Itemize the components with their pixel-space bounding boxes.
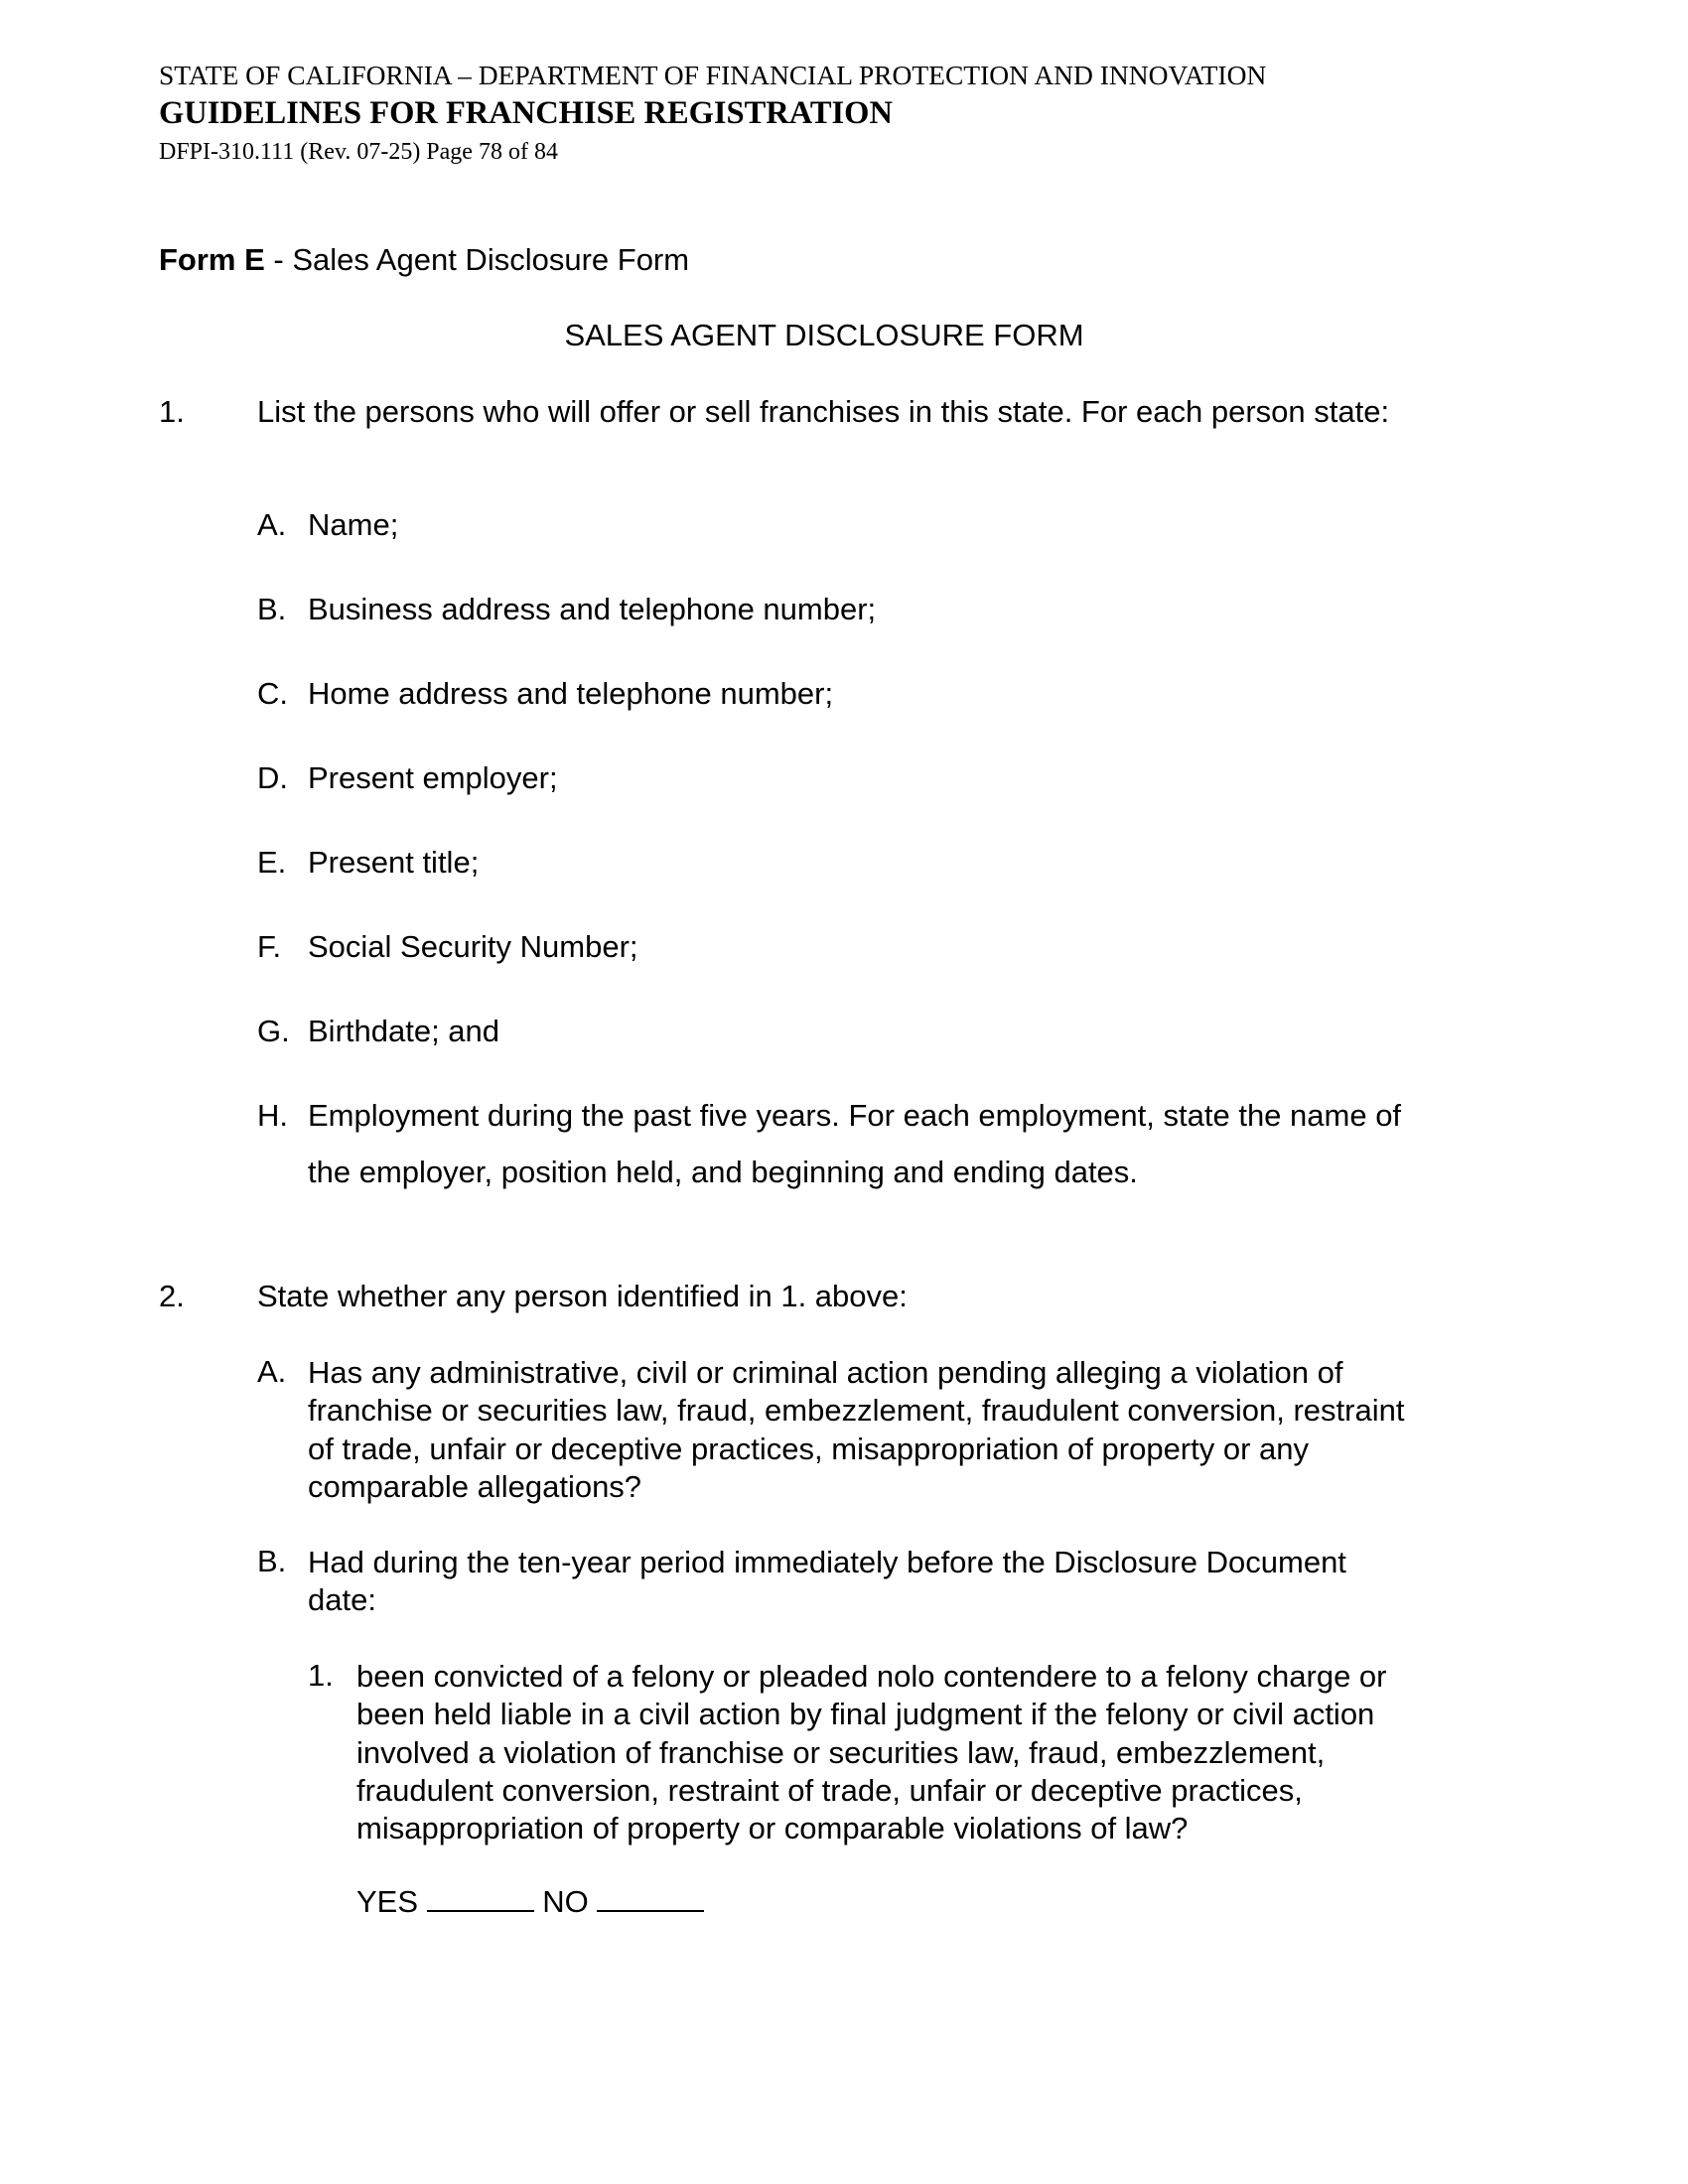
text-line: of trade, unfair or deceptive practices, misappropriation of property or any: [308, 1431, 1310, 1466]
item-label: A.: [257, 507, 287, 542]
text-line: involved a violation of franchise or securities law, fraud, embezzlement,: [356, 1734, 1326, 1770]
header-revision: DFPI-310.111 (Rev. 07-25) Page 78 of 84: [159, 139, 558, 165]
section-1-number: 1.: [159, 394, 185, 429]
item-label: D.: [257, 760, 288, 795]
text-line: misappropriation of property or comparable violations of law?: [356, 1811, 1189, 1846]
text-line: been held liable in a civil action by final judgment if the felony or civil action: [356, 1697, 1375, 1732]
no-label: NO: [542, 1884, 589, 1919]
item-text: Present title;: [308, 845, 480, 880]
item-text-line: the employer, position held, and beginning and ending dates.: [308, 1155, 1138, 1189]
item-label: F.: [257, 929, 282, 964]
item-label: B.: [257, 592, 287, 626]
item-label: E.: [257, 845, 287, 880]
page-title: SALES AGENT DISCLOSURE FORM: [564, 318, 1084, 352]
text-line: franchise or securities law, fraud, embezzlement, fraudulent conversion, restraint: [308, 1393, 1405, 1429]
section-1-text: List the persons who will offer or sell franchises in this state. For each person state:: [257, 394, 1390, 429]
form-label: Form E: [159, 242, 265, 277]
sub-item-1-text: [356, 1658, 1387, 1847]
item-a-text: [308, 1354, 1404, 1506]
yes-no-answer: [356, 1884, 704, 1920]
yes-label: YES: [356, 1884, 419, 1919]
section-2-text: State whether any person identified in 1. above:: [257, 1279, 908, 1313]
item-text: Social Security Number;: [308, 929, 638, 964]
text-line: Has any administrative, civil or criminal action pending alleging a violation of: [308, 1355, 1343, 1390]
header-agency: STATE OF CALIFORNIA – DEPARTMENT OF FINANCIAL PROTECTION AND INNOVATION: [159, 60, 1267, 90]
header-title: GUIDELINES FOR FRANCHISE REGISTRATION: [159, 95, 893, 131]
form-subtitle: Sales Agent Disclosure Form: [292, 242, 690, 277]
item-text: Birthdate; and: [308, 1014, 500, 1048]
form-heading: [159, 242, 689, 278]
item-label: B.: [257, 1544, 287, 1578]
text-line: Had during the ten-year period immediately before the Disclosure Document: [308, 1545, 1346, 1579]
text-line: fraudulent conversion, restraint of trade, unfair or deceptive practices,: [356, 1772, 1303, 1808]
text-line: comparable allegations?: [308, 1468, 642, 1504]
sub-item-label: 1.: [308, 1658, 334, 1693]
item-b-text: [308, 1544, 1346, 1620]
form-separator: -: [264, 242, 293, 277]
yes-blank-field[interactable]: [427, 1884, 534, 1912]
section-2-number: 2.: [159, 1279, 185, 1313]
item-text: Name;: [308, 507, 399, 542]
no-blank-field[interactable]: [597, 1884, 704, 1912]
item-text: Business address and telephone number;: [308, 592, 877, 626]
item-label: H.: [257, 1098, 288, 1133]
item-label: C.: [257, 676, 288, 711]
item-text: Home address and telephone number;: [308, 676, 834, 711]
item-label: A.: [257, 1354, 287, 1389]
text-line: date:: [308, 1582, 376, 1618]
item-label: G.: [257, 1014, 290, 1048]
item-text-line: Employment during the past five years. For each employment, state the name of: [308, 1098, 1402, 1133]
text-line: been convicted of a felony or pleaded nolo contendere to a felony charge or: [356, 1659, 1387, 1694]
item-text: Present employer;: [308, 760, 558, 795]
